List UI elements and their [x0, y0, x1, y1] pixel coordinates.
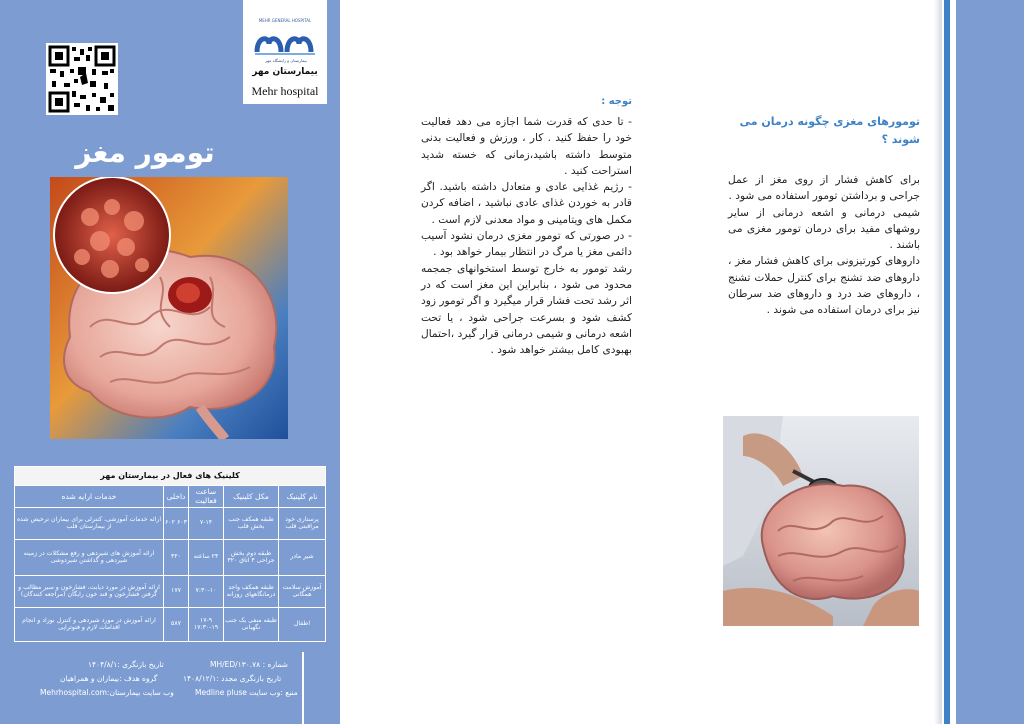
- table-cell: اطفال: [279, 607, 326, 641]
- table-cell: ۱۷۷: [164, 575, 189, 607]
- footer-number: شماره : MH/ED/۱۳۰.۷۸: [210, 660, 288, 669]
- footer-website: وب سایت بیمارستان:Mehrhospital.com: [40, 688, 174, 697]
- logo-caption: MEHR GENERAL HOSPITAL: [258, 18, 312, 23]
- logo-subtext: بیمارستان و زایشگاه مهر: [265, 58, 307, 63]
- column-header: نام کلینیک: [279, 486, 326, 508]
- attention-heading: توجه :: [601, 96, 632, 107]
- table-cell: ۳۲۰: [164, 539, 189, 575]
- mehr-logo-icon: [253, 30, 317, 56]
- table-row: [15, 575, 326, 607]
- brain-tumor-illustration: [50, 177, 288, 439]
- table-cell: آموزش سلامت همگانی: [279, 575, 326, 607]
- treatment-body: [728, 172, 920, 319]
- paragraph: برای کاهش فشار از روی مغز از عمل جراحی و برداشتن تومور استفاده می شود .: [728, 174, 920, 203]
- table-cell: شیر مادر: [279, 539, 326, 575]
- table-cell: طبقه منفی یک جنب نگهبانی: [224, 607, 279, 641]
- table-cell: ۲۴ ساعته: [189, 539, 224, 575]
- column-header: داخلی: [164, 486, 189, 508]
- right-edge-panel: [956, 0, 1024, 724]
- hospital-name-en: Mehr hospital: [251, 84, 319, 98]
- table-cell: ۷:۳۰-۱۰: [189, 575, 224, 607]
- table-cell: طبقه همکف جنب بخش قلب: [224, 507, 279, 539]
- table-cell: ۷-۱۴: [189, 507, 224, 539]
- paragraph: - تا حدی که قدرت شما اجازه می دهد فعالیت خود را حفظ کنید . کار ، ورزش و فعالیت بدنی متوسط داشته باشید،زمانی که خسته شدید استراحت کنید .: [421, 116, 632, 177]
- table-row: [15, 607, 326, 641]
- paragraph: - در صورتی که تومور مغزی درمان نشود آسیب دائمی مغز یا مرگ در انتظار بیمار خواهد بود .: [421, 230, 632, 259]
- paragraph: شیمی درمانی و اشعه درمانی از سایر روشهای مفید برای درمان تومور مغزی می باشند .: [728, 206, 920, 252]
- attention-body: [421, 114, 632, 358]
- table-cell: ۱۷-۹ ۱۷:۳۰-۱۹: [189, 607, 224, 641]
- table-cell: طبقه همکف واحد درمانگاههای روزانه: [224, 575, 279, 607]
- fold-shadow: [934, 0, 942, 724]
- doctor-brain-photo: [723, 416, 919, 626]
- hospital-name-fa: بیمارستان مهر: [252, 67, 318, 77]
- footer-next-review: تاریخ بازنگری مجدد :۱۴۰۸/۱۲/۱: [183, 674, 282, 683]
- qr-code-icon: [46, 43, 118, 115]
- table-cell: پرستاری خود مراقبتی قلب: [279, 507, 326, 539]
- brochure-title: تومور مغز: [75, 136, 215, 169]
- footer-source: منبع :وب سایت Medline pluse: [195, 688, 298, 697]
- column-header: مکل کلینیک: [224, 486, 279, 508]
- clinic-table-header-row: [15, 486, 326, 508]
- column-header: خدمات ارایه شده: [15, 486, 164, 508]
- table-row: [15, 539, 326, 575]
- table-cell: ۶۰۳ ۶۰۲: [164, 507, 189, 539]
- clinic-table-caption: کلینیک های فعال در بیمارستان مهر: [15, 467, 326, 486]
- footer-review-date: تاریخ بازنگری :۱۴۰۴/۸/۱: [88, 660, 164, 669]
- table-row: [15, 507, 326, 539]
- table-cell: ۵۸۷: [164, 607, 189, 641]
- column-header: ساعت فعالیت: [189, 486, 224, 508]
- table-cell: ارائه آموزش در مورد دیابت، فشارخون و سیر مطالب و گرفتن فشارخون و قند خون رایگان (مراجعه کنندگان): [15, 575, 164, 607]
- paragraph: - رژیم غذایی عادی و متعادل داشته باشید. اگر قادر به خوردن غذای عادی نباشید ، اضافه کردن مکمل های ویتامینی و مواد معدنی لازم است .: [421, 181, 632, 226]
- table-cell: طبقه دوم بخش جراحی ۴ اتاق ۳۲۰: [224, 539, 279, 575]
- table-cell: ارائه آموزش در مورد شیردهی و کنترل نوزاد و انجام اقدامات لازم و فتوتراپی: [15, 607, 164, 641]
- footer-divider: [302, 652, 304, 724]
- footer-target-group: گروه هدف :بیماران و همراهیان: [60, 674, 158, 683]
- table-cell: ارائه خدمات آموزشی، کنترلی برای بیماران ترخیص شده از بیمارستان قلب: [15, 507, 164, 539]
- table-cell: ارائه آموزش های شیردهی و رفع مشکلات در زمینه شیردهی و گذاشتن شیردوشی: [15, 539, 164, 575]
- paragraph: رشد تومور به خارج توسط استخوانهای جمجمه محدود می شود ، بنابراین این مغز است که در اثر رشد تحت فشار قرار میگیرد و اگر تومور زود کشف شود و بسرعت جراحی شود ، یا تحت اشعه درمانی و شیمی درمانی قرار گیرد ،احتمال بهبودی کامل بیشتر خواهد شود .: [421, 262, 632, 357]
- paragraph: داروهای کورتیزونی برای کاهش فشار مغز ، داروهای ضد تشنج برای کنترل حملات تشنج ، داروهای ضد درد و داروهای ضد سرطان نیز برای درمان استفاده می شوند .: [728, 255, 920, 317]
- treatment-heading: تومورهای مغزی چگونه درمان می شوند ؟: [739, 115, 920, 146]
- clinic-table: [14, 466, 326, 642]
